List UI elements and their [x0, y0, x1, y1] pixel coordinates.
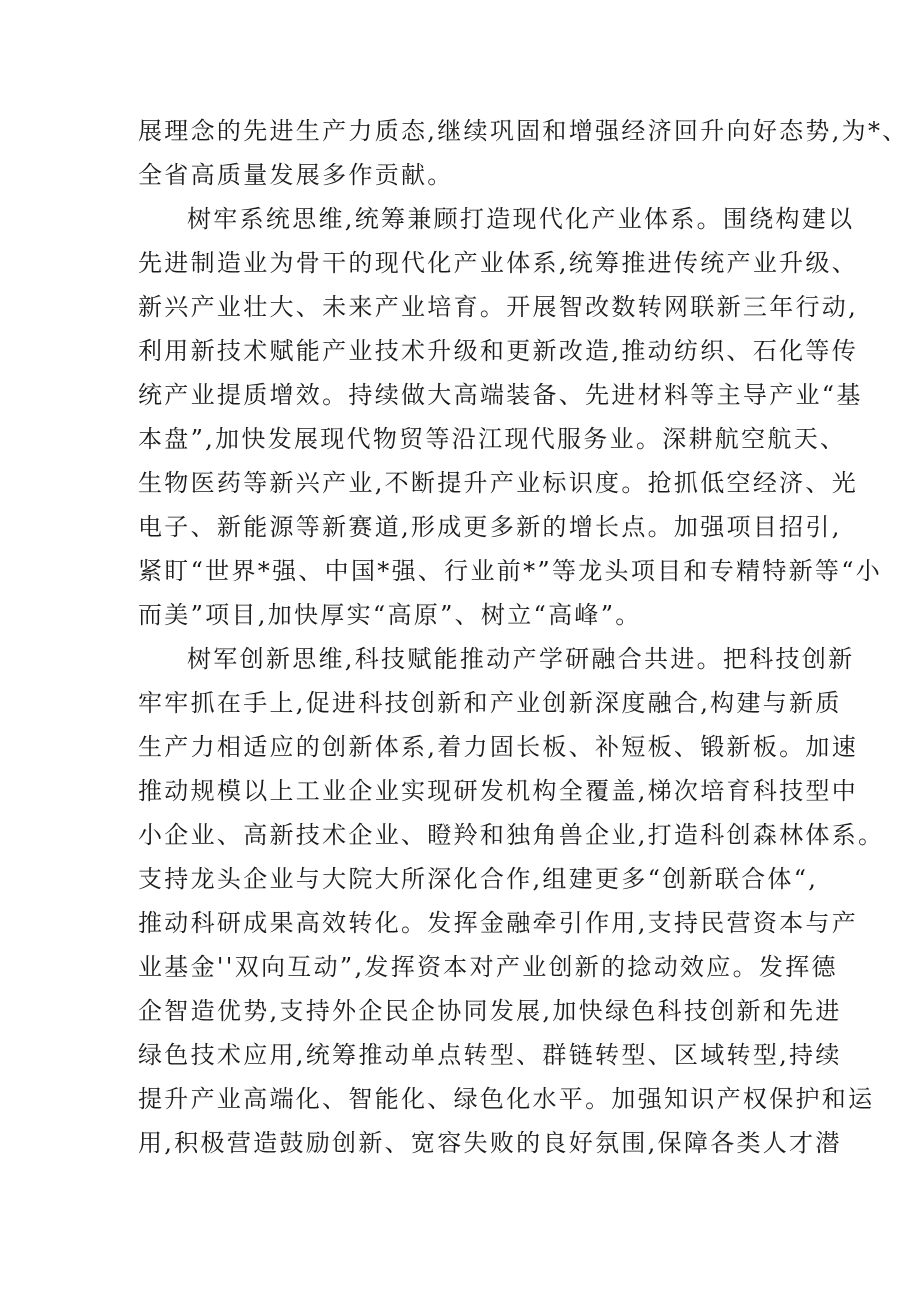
paragraph-2-line-9: 紧盯“世界*强、中国*强、行业前*”等龙头项目和专精特新等“小 — [138, 557, 883, 585]
paragraph-2-line-7: 生物医药等新兴产业,不断提升产业标识度。抢抓低空经济、光 — [138, 469, 859, 497]
paragraph-2-line-8: 电子、新能源等新赛道,形成更多新的增长点。加强项目招引, — [138, 513, 842, 541]
paragraph-1-line-1: 展理念的先进生产力质态,继续巩固和增强经济回升向好态势,为*、 — [138, 117, 909, 145]
paragraph-3-line-7: 推动科研成果高效转化。发挥金融牵引作用,支持民营资本与产 — [138, 909, 859, 937]
paragraph-2-line-3: 新兴产业壮大、未来产业培育。开展智改数转网联新三年行动, — [138, 293, 859, 321]
paragraph-3-line-3: 生产力相适应的创新体系,着力固长板、补短板、锻新板。加速 — [138, 733, 859, 761]
paragraph-2-line-5: 统产业提质增效。持续做大高端装备、先进材料等主导产业“基 — [138, 381, 863, 409]
paragraph-3-line-2: 牢牢抓在手上,促进科技创新和产业创新深度融合,构建与新质 — [138, 689, 842, 717]
paragraph-3-line-5: 小企业、高新技术企业、瞪羚和独角兽企业,打造科创森林体系。 — [138, 821, 885, 849]
paragraph-3-line-12: 用,积极营造鼓励创新、宽容失败的良好氛围,保障各类人才潜 — [138, 1129, 842, 1157]
paragraph-3-line-6: 支持龙头企业与大院大所深化合作,组建更多“创新联合体“, — [138, 865, 819, 893]
paragraph-2-line-6: 本盘”,加快发展现代物贸等沿江现代服务业。深耕航空航天、 — [138, 425, 847, 453]
paragraph-3-line-9: 企智造优势,支持外企民企协同发展,加快绿色科技创新和先进 — [138, 997, 842, 1025]
paragraph-3-line-1: 树军创新思维,科技赋能推动产学研融合共进。把科技创新 — [187, 645, 855, 673]
paragraph-3-line-4: 推动规模以上工业企业实现研发机构全覆盖,梯次培育科技型中 — [138, 777, 859, 805]
paragraph-2-line-2: 先进制造业为骨干的现代化产业体系,统筹推进传统产业升级、 — [138, 249, 859, 277]
paragraph-1-line-2: 全省高质量发展多作贡献。 — [138, 161, 454, 189]
paragraph-3-line-8: 业基金''双向互动”,发挥资本对产业创新的捻动效应。发挥德 — [138, 953, 838, 981]
paragraph-2-line-1: 树牢系统思维,统筹兼顾打造现代化产业体系。围绕构建以 — [187, 205, 855, 233]
paragraph-3-line-11: 提升产业高端化、智能化、绿色化水平。加强知识产权保护和运 — [138, 1085, 875, 1113]
paragraph-2-line-4: 利用新技术赋能产业技术升级和更新改造,推动纺织、石化等传 — [138, 337, 859, 365]
paragraph-2-line-10: 而美”项目,加快厚实“高原”、树立“高峰”。 — [138, 601, 642, 629]
paragraph-3-line-10: 绿色技术应用,统筹推动单点转型、群链转型、区域转型,持续 — [138, 1041, 842, 1069]
